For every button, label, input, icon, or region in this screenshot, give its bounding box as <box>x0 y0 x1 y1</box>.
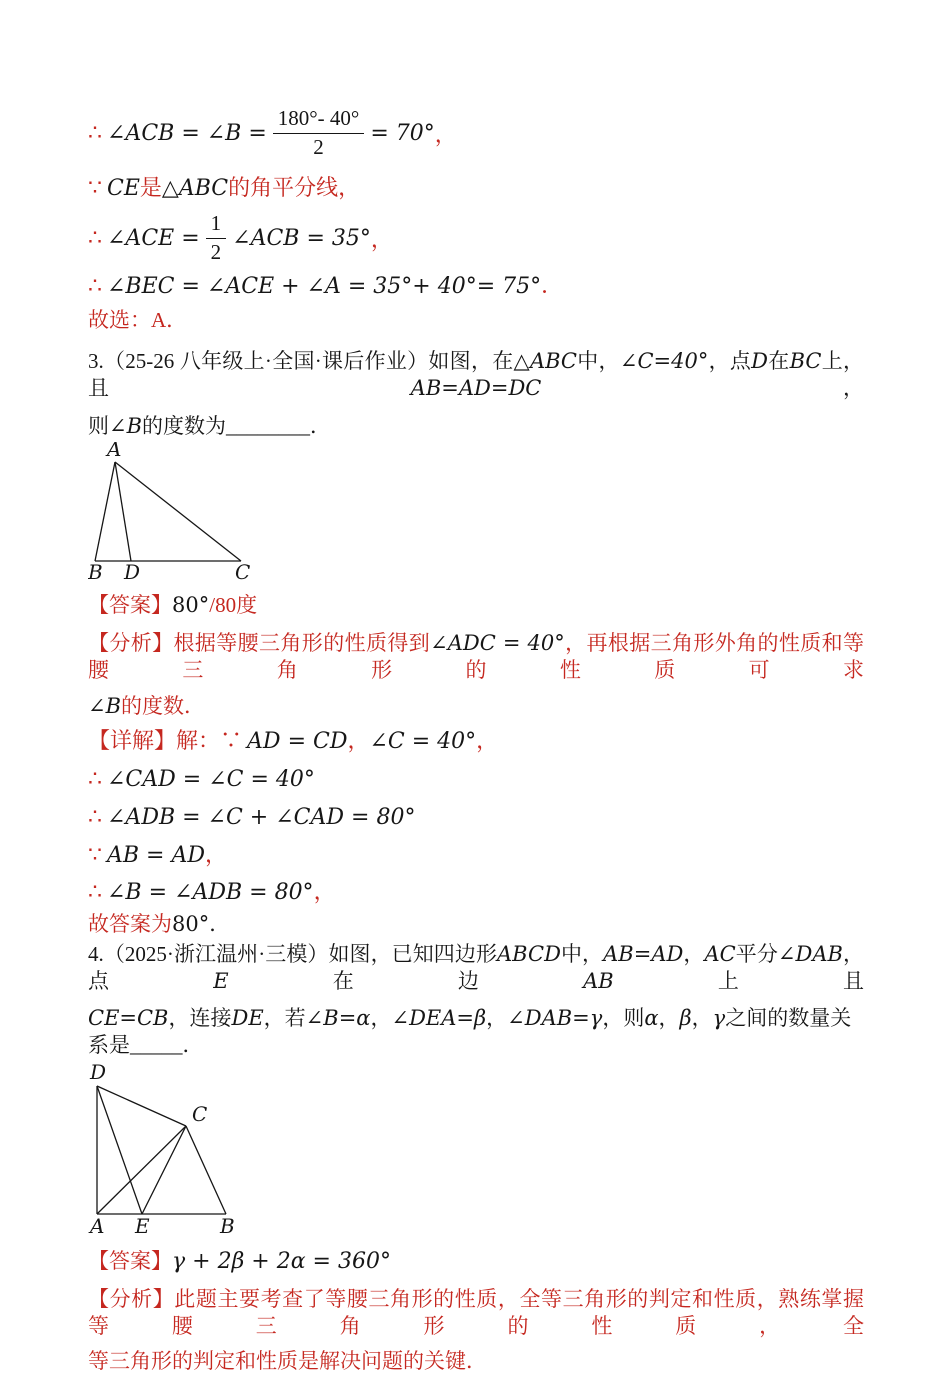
cn-text: 在 <box>768 349 790 373</box>
math-expression: ∠ACE = <box>107 225 200 251</box>
question3-detail-line-5 <box>88 877 864 908</box>
math-expression: AD = CD <box>247 729 348 754</box>
answer-value: 80° <box>172 593 210 617</box>
question4-answer-line <box>88 1246 864 1277</box>
punctuation: ． <box>182 1033 204 1057</box>
solution2-line-4 <box>88 271 864 302</box>
math-expression: CE <box>107 176 140 201</box>
side-ab <box>95 462 115 561</box>
cn-text: 的度数为 <box>142 414 227 438</box>
math-expression: AB=AD=DC <box>410 376 542 400</box>
cn-text: 此题主要考查了等腰三角形的性质，全等三角形的判定和性质，熟练掌握等腰三角形的性质，全 <box>88 1287 865 1338</box>
vertex-label-c: C <box>235 560 251 582</box>
cn-text: ， <box>370 1006 392 1030</box>
question3-stem-line-2 <box>88 413 864 440</box>
fraction-denominator: 2 <box>313 135 324 159</box>
cn-text: 则 <box>88 414 109 438</box>
math-expression: ∠B=α <box>305 1006 371 1030</box>
side-cb <box>186 1126 226 1214</box>
math-expression: DE <box>231 1006 264 1030</box>
math-expression: ∠DEA=β <box>391 1006 487 1030</box>
question3-stem-line-1 <box>88 348 864 402</box>
cn-text: ， <box>691 1006 713 1030</box>
segment-ce <box>142 1126 186 1214</box>
math-expression: ∠BEC = ∠ACE + ∠A = 35°+ 40°= 75° <box>107 274 542 299</box>
cn-text: 之间的数量关系是 <box>88 1006 852 1057</box>
answer-tag: 【答案】 <box>88 1249 172 1273</box>
cn-text: ，再根据三角形外角的性质和等腰三角形的性质可求 <box>88 631 865 682</box>
therefore-symbol: ∴ <box>88 879 102 904</box>
cn-text: 4.（2025·浙江温州·三模）如图，已知四边形 <box>88 942 498 966</box>
fraction-numerator: 180°- 40° <box>273 106 365 134</box>
because-symbol: ∵ <box>88 842 102 867</box>
cn-text: ， <box>486 1006 508 1030</box>
question3-detail-line-4 <box>88 840 864 871</box>
punctuation: ， <box>476 728 499 753</box>
vertex-label-d: D <box>124 560 141 582</box>
question3-detail-line-3 <box>88 802 864 833</box>
cn-text: ， <box>683 942 705 966</box>
side-ac <box>115 462 241 561</box>
vertex-label-a: A <box>107 442 122 461</box>
math-expression: ∠CAD = ∠C = 40° <box>107 767 315 792</box>
fraction-numerator: 1 <box>206 211 227 239</box>
punctuation: ， <box>347 728 370 753</box>
side-dc <box>97 1086 186 1126</box>
punctuation: ， <box>313 879 336 904</box>
punctuation: ， <box>434 121 457 147</box>
math-expression: β <box>679 1006 692 1030</box>
answer-alt: /80度 <box>209 593 258 617</box>
therefore-symbol: ∴ <box>88 804 102 829</box>
math-expression: D <box>751 349 769 373</box>
math-expression: △ABC <box>161 176 229 201</box>
punctuation: ， <box>370 226 393 252</box>
cn-text: 是 <box>139 175 162 200</box>
solution2-line-1 <box>88 106 864 160</box>
math-expression: γ <box>712 1006 726 1030</box>
math-expression: ∠ACB = 35° <box>232 225 371 251</box>
analysis-tag: 【分析】 <box>88 631 174 655</box>
cn-text: 的角平分线， <box>228 175 361 200</box>
question3-answer-line <box>88 592 864 619</box>
math-expression: ∠ACB = ∠B = <box>107 120 267 146</box>
question4-stem-line-2 <box>88 1005 864 1059</box>
solution2-conclusion <box>88 307 864 334</box>
therefore-symbol: ∴ <box>88 225 102 250</box>
math-expression: △ABC <box>513 349 577 373</box>
cn-text: ，点 <box>88 942 865 993</box>
math-expression: E <box>213 969 229 993</box>
punctuation: ． <box>310 414 332 438</box>
cn-text: 根据等腰三角形的性质得到 <box>173 631 431 655</box>
cn-text: ，点 <box>708 349 752 373</box>
cn-text: ，则 <box>602 1006 645 1030</box>
segment-de <box>97 1086 142 1214</box>
fraction <box>206 211 227 265</box>
question3-detail-line-1 <box>88 726 864 757</box>
cn-text: ，连接 <box>168 1006 232 1030</box>
math-expression: α <box>644 1006 659 1030</box>
math-expression: AB <box>583 969 614 993</box>
question3-analysis-line-2 <box>88 693 864 720</box>
cn-text: 的度数． <box>121 694 206 718</box>
math-expression: ∠ADC = 40° <box>430 631 565 655</box>
math-expression: ∠C = 40° <box>369 729 477 754</box>
because-symbol: ∵ <box>220 728 243 753</box>
therefore-symbol: ∴ <box>88 120 102 145</box>
math-expression: AB=AD <box>603 942 684 966</box>
solution2-line-3 <box>88 211 864 265</box>
punctuation: ， <box>205 842 228 867</box>
vertex-label-a: A <box>90 1214 105 1236</box>
math-expression: ∠B = ∠ADB = 80° <box>107 880 314 905</box>
cn-text: 解： <box>176 728 221 753</box>
therefore-symbol: ∴ <box>88 273 102 298</box>
analysis-tag: 【分析】 <box>88 1287 175 1311</box>
math-expression: AB = AD <box>107 843 206 868</box>
math-expression: ∠C=40° <box>619 349 709 373</box>
math-expression: CE=CB <box>88 1006 169 1030</box>
math-expression: = 70° <box>370 120 435 146</box>
cn-text: 上，且 <box>88 349 865 400</box>
detail-tag: 【详解】 <box>88 728 177 753</box>
question3-analysis-line-1 <box>88 630 864 684</box>
math-expression: ∠B <box>109 414 143 438</box>
answer-choice-text: 故选：A． <box>88 308 188 332</box>
punctuation: ． <box>541 273 564 298</box>
cn-text: ， <box>541 376 865 400</box>
cn-text: ， <box>658 1006 680 1030</box>
math-expression: BC <box>789 349 822 373</box>
question3-detail-line-2 <box>88 764 864 795</box>
question4-stem-line-1 <box>88 941 864 995</box>
math-expression: ∠ADB = ∠C + ∠CAD = 80° <box>107 805 416 830</box>
question3-triangle-figure <box>88 442 278 582</box>
vertex-label-d: D <box>90 1064 107 1084</box>
answer-blank: _____ <box>130 1033 183 1057</box>
question3-conclusion <box>88 911 864 938</box>
fraction-denominator: 2 <box>210 240 222 264</box>
fraction <box>273 106 365 160</box>
cn-text: 上且 <box>613 969 865 993</box>
cn-text: 平分 <box>735 942 778 966</box>
math-expression: ∠DAB <box>777 942 843 966</box>
cn-text: 等三角形的判定和性质是解决问题的关键． <box>88 1349 487 1373</box>
vertex-label-b: B <box>220 1214 235 1236</box>
math-expression: AC <box>704 942 736 966</box>
answer-blank: ________ <box>226 414 311 438</box>
because-symbol: ∵ <box>88 175 102 200</box>
vertex-label-c: C <box>192 1102 208 1126</box>
cn-text: 中， <box>560 942 604 966</box>
therefore-symbol: ∴ <box>88 766 102 791</box>
question4-analysis-line-2 <box>88 1348 864 1375</box>
answer-value: γ + 2β + 2α = 360° <box>172 1249 391 1274</box>
cn-text: 中， <box>577 349 620 373</box>
cn-text: 故答案为 <box>88 912 172 936</box>
cn-text: ，若 <box>263 1006 306 1030</box>
answer-tag: 【答案】 <box>88 593 172 617</box>
question4-analysis-line-1 <box>88 1286 864 1340</box>
question4-quadrilateral-figure <box>88 1064 268 1236</box>
vertex-label-b: B <box>88 560 103 582</box>
diagonal-ac <box>97 1126 186 1214</box>
solution2-line-2 <box>88 173 864 204</box>
math-expression: ∠B <box>88 694 122 718</box>
cn-text: 3.（25-26 八年级上·全国·课后作业）如图，在 <box>88 349 514 373</box>
vertex-label-e: E <box>135 1214 150 1236</box>
math-expression: ∠DAB=γ <box>507 1006 603 1030</box>
segment-ad <box>115 462 131 561</box>
answer-value: 80°． <box>172 912 231 936</box>
cn-text: 在边 <box>228 969 584 993</box>
math-expression: ABCD <box>497 942 561 966</box>
